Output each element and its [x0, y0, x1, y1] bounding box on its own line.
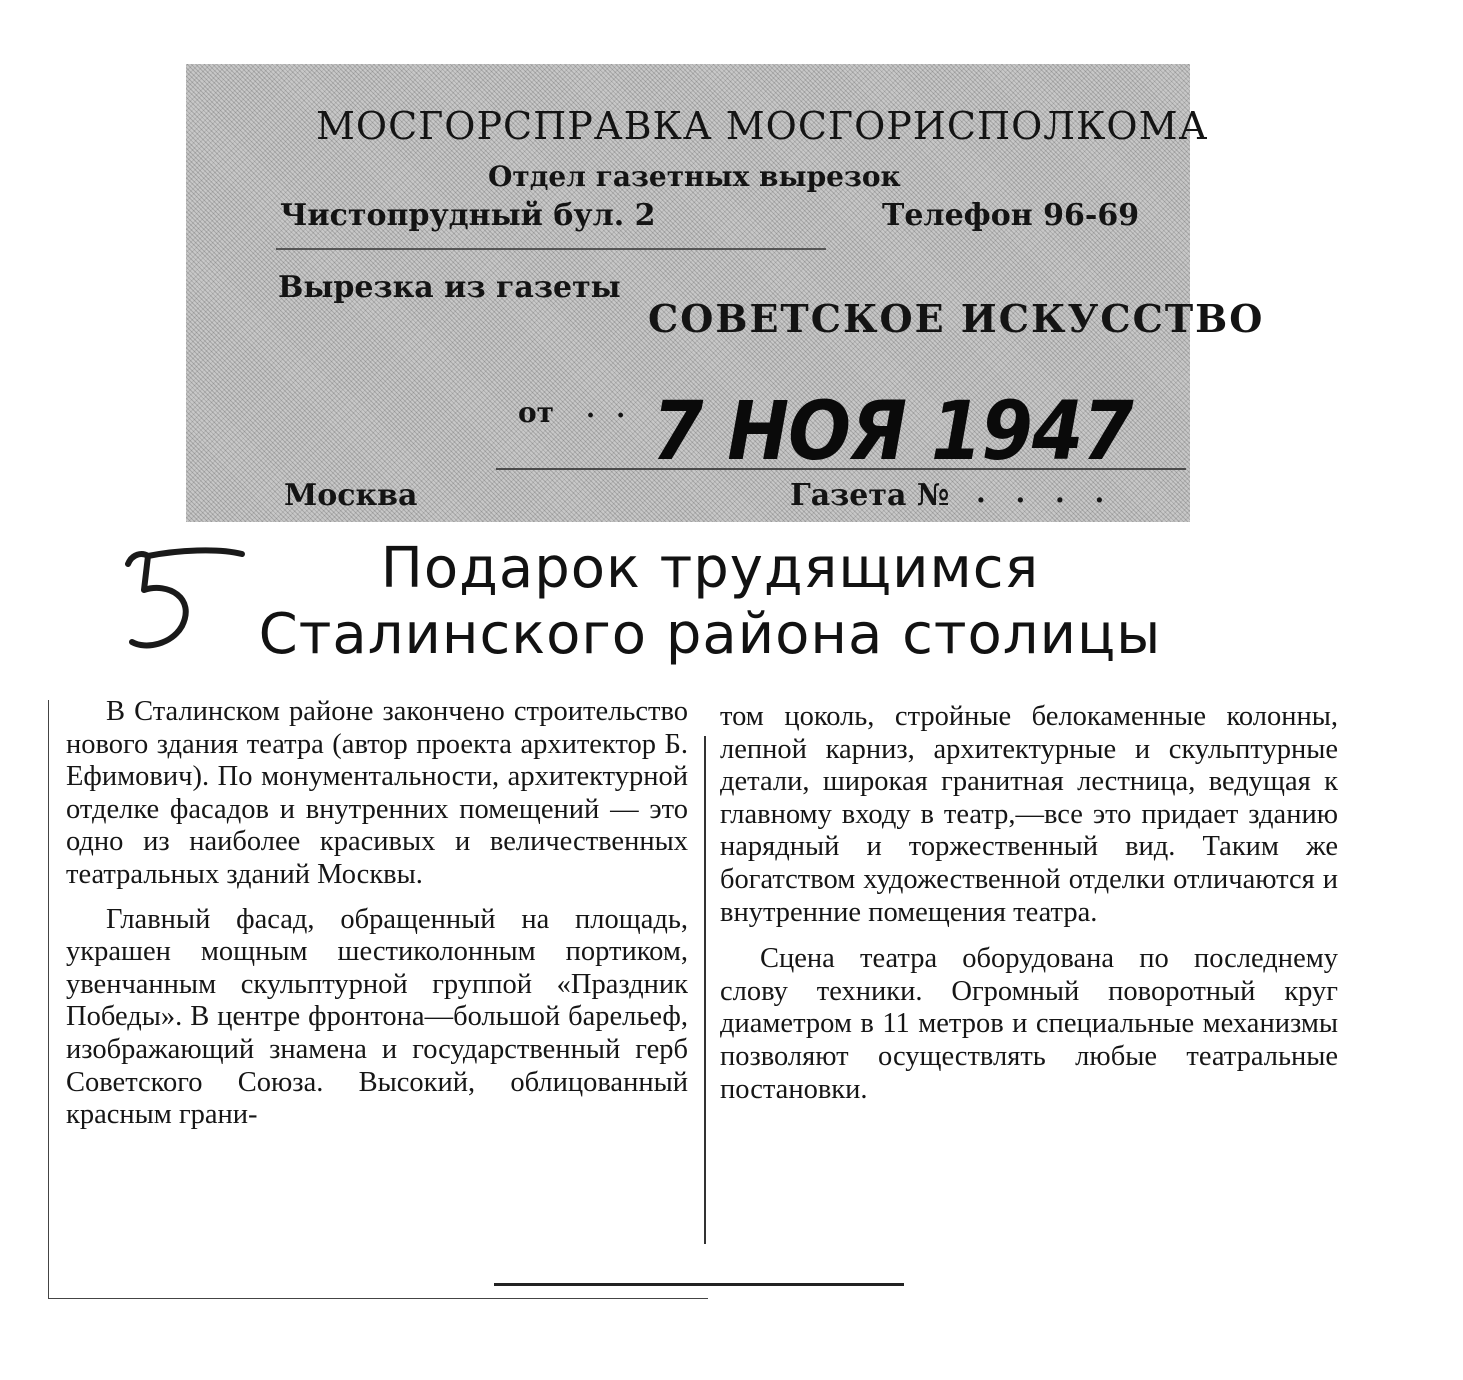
clipping-edge-left — [48, 700, 49, 1298]
stamp-date-dots: . . — [586, 394, 632, 424]
stamp-department: Отдел газетных вырезок — [488, 160, 901, 193]
stamp-date: 7 НОЯ 1947 — [652, 384, 1133, 479]
article-paragraph: том цоколь, стройные белокаменные колонны, лепной карниз, архитектурные и скульптурные детали, широкая гранитная лестница, ведущая к главному входу в театр,—все это придает зданию нарядный и торжественный вид. Таким же богатством художественной отделки отличаются и внутренние помещения театра. — [720, 701, 1338, 928]
stamp-issue-label: Газета № — [790, 478, 950, 513]
stamp-phone: Телефон 96-69 — [882, 198, 1140, 233]
article-paragraph: Главный фасад, обращенный на площадь, украшен мощным шестиколонным портиком, увенчанным скульптурной группой «Праздник Победы». В центре фронтона—большой барельеф, изображающий знамена и государственный герб Советского Союза. Высокий, облицованный красным грани- — [66, 903, 688, 1131]
clipping-edge-bottom — [48, 1298, 708, 1299]
headline-line-2: Сталинского района столицы — [258, 602, 1162, 667]
stamp-newspaper-name: СОВЕТСКОЕ ИСКУССТВО — [648, 296, 1265, 341]
article-paragraph: В Сталинском районе закончено строительство нового здания театра (автор проекта архитектор Б. Ефимович). По монументальности, архитектурной отделке фасадов и внутренних помещений — это одно из наиболее красивых и величественных театральных зданий Москвы. — [66, 696, 688, 890]
article-column-right — [720, 701, 1338, 1106]
stamp-issue-dots: . . . . — [976, 476, 1115, 509]
stamp-cutting-label: Вырезка из газеты — [278, 270, 621, 305]
stamp-city: Москва — [284, 478, 418, 513]
stamp-organization: МОСГОРСПРАВКА МОСГОРИСПОЛКОМА — [316, 104, 1209, 148]
headline-line-1: Подарок трудящимся — [380, 536, 1040, 601]
stamp-from-label: от — [518, 396, 555, 429]
clipping-bureau-stamp — [186, 64, 1265, 522]
article-end-rule — [494, 1283, 904, 1286]
stamp-date-underline — [496, 468, 1186, 470]
article-paragraph: Сцена театра оборудована по последнему слову техники. Огромный поворотный круг диаметром в 11 метров и специальные механизмы позволяют осуществлять любые театральные постановки. — [720, 943, 1338, 1105]
article-column-left — [66, 696, 688, 1132]
stamp-address: Чистопрудный бул. 2 — [280, 198, 656, 233]
stamp-rule — [276, 248, 826, 250]
column-divider — [704, 736, 706, 1244]
article-headline — [180, 536, 1240, 668]
